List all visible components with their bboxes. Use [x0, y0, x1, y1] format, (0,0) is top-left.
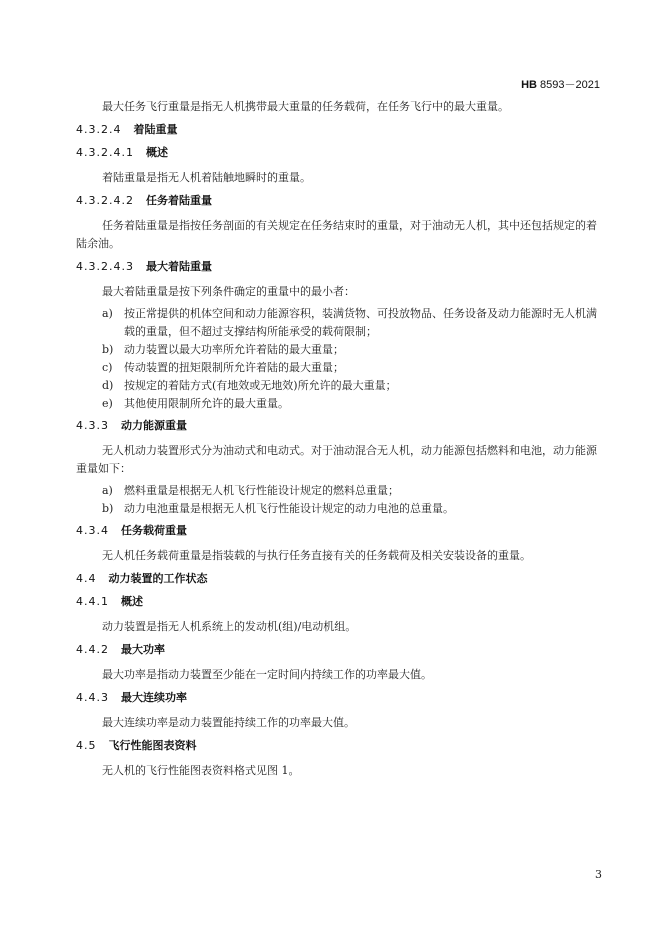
- section-heading: [76, 739, 600, 753]
- list-marker: e): [102, 397, 113, 410]
- enumerated-list: [76, 305, 600, 413]
- list-item-text: 动力电池重量是根据无人机飞行性能设计规定的动力电池的总重量。: [124, 502, 454, 515]
- standard-code-prefix: HB: [521, 79, 537, 91]
- list-item: [76, 500, 600, 518]
- section-number: 4.4.1: [76, 595, 109, 608]
- section-heading: [76, 123, 600, 137]
- document-body: [76, 98, 600, 787]
- section-number: 4.4.3: [76, 691, 109, 704]
- list-item-text: 传动装置的扭矩限制所允许着陆的最大重量；: [124, 361, 344, 374]
- list-item: [76, 482, 600, 500]
- list-item: [76, 305, 600, 341]
- section-title: 概述: [145, 146, 168, 159]
- section-title: 着陆重量: [133, 123, 178, 136]
- paragraph: 着陆重量是指无人机着陆触地瞬时的重量。: [102, 171, 311, 184]
- list-marker: d): [102, 379, 114, 392]
- list-marker: b): [102, 343, 114, 356]
- section-heading: [76, 146, 600, 160]
- section-number: 4.3.2.4: [76, 123, 122, 136]
- section-number: 4.5: [76, 739, 97, 752]
- list-item: [76, 359, 600, 377]
- section-heading: [76, 419, 600, 433]
- list-marker: c): [102, 361, 113, 374]
- list-item-text: 燃料重量是根据无人机飞行性能设计规定的燃料总重量；: [124, 484, 399, 497]
- list-marker: b): [102, 502, 114, 515]
- section-heading: [76, 194, 600, 208]
- list-item-text: 动力装置以最大功率所允许着陆的最大重量；: [124, 343, 344, 356]
- section-title: 飞行性能图表资料: [108, 739, 197, 752]
- section-heading: [76, 572, 600, 586]
- paragraph: 最大着陆重量是按下列条件确定的重量中的最小者：: [102, 285, 355, 298]
- standard-code-number: 8593－2021: [537, 79, 600, 91]
- section-title: 动力装置的工作状态: [108, 572, 208, 585]
- paragraph: 最大功率是指动力装置至少能在一定时间内持续工作的功率最大值。: [102, 668, 432, 681]
- paragraph: 无人机任务载荷重量是指装载的与执行任务直接有关的任务载荷及相关安装设备的重量。: [102, 549, 531, 562]
- section-title: 概述: [121, 595, 143, 608]
- section-title: 任务载荷重量: [121, 524, 187, 537]
- page-number: 3: [595, 868, 602, 881]
- list-item: [76, 395, 600, 413]
- section-number: 4.3.3: [76, 419, 109, 432]
- section-title: 最大功率: [121, 643, 165, 656]
- enumerated-list: [76, 482, 600, 518]
- section-title: 最大着陆重量: [145, 260, 212, 273]
- list-marker: a): [102, 484, 113, 497]
- paragraph: 最大连续功率是动力装置能持续工作的功率最大值。: [102, 716, 355, 729]
- section-heading: [76, 524, 600, 538]
- section-number: 4.3.4: [76, 524, 109, 537]
- section-heading: [76, 691, 600, 705]
- paragraph: 动力装置是指无人机系统上的发动机(组)/电动机组。: [102, 620, 357, 633]
- list-item-text: 按规定的着陆方式(有地效或无地效)所允许的最大重量；: [124, 379, 397, 392]
- section-number: 4.4.2: [76, 643, 109, 656]
- standard-code: [521, 76, 600, 92]
- section-heading: [76, 595, 600, 609]
- section-heading: [76, 643, 600, 657]
- paragraph: 任务着陆重量是指按任务剖面的有关规定在任务结束时的重量，对于油动无人机，其中还包括规定的着陆余油。: [76, 219, 597, 250]
- list-item: [76, 341, 600, 359]
- list-item: [76, 377, 600, 395]
- section-title: 动力能源重量: [121, 419, 187, 432]
- section-title: 最大连续功率: [121, 691, 187, 704]
- section-title: 任务着陆重量: [145, 194, 212, 207]
- list-item-text: 其他使用限制所允许的最大重量。: [124, 397, 289, 410]
- section-number: 4.3.2.4.3: [76, 260, 134, 273]
- section-heading: [76, 260, 600, 274]
- section-number: 4.4: [76, 572, 97, 585]
- paragraph: 最大任务飞行重量是指无人机携带最大重量的任务载荷，在任务飞行中的最大重量。: [102, 100, 509, 113]
- section-number: 4.3.2.4.2: [76, 194, 134, 207]
- list-item-text: 按正常提供的机体空间和动力能源容积，装满货物、可投放物品、任务设备及动力能源时无人机满载的重量，但不超过支撑结构所能承受的载荷限制；: [124, 307, 597, 338]
- section-number: 4.3.2.4.1: [76, 146, 134, 159]
- list-marker: a): [102, 307, 113, 320]
- paragraph: 无人机的飞行性能图表资料格式见图 1。: [102, 764, 300, 777]
- paragraph: 无人机动力装置形式分为油动式和电动式。对于油动混合无人机，动力能源包括燃料和电池，动力能源重量如下：: [76, 444, 597, 475]
